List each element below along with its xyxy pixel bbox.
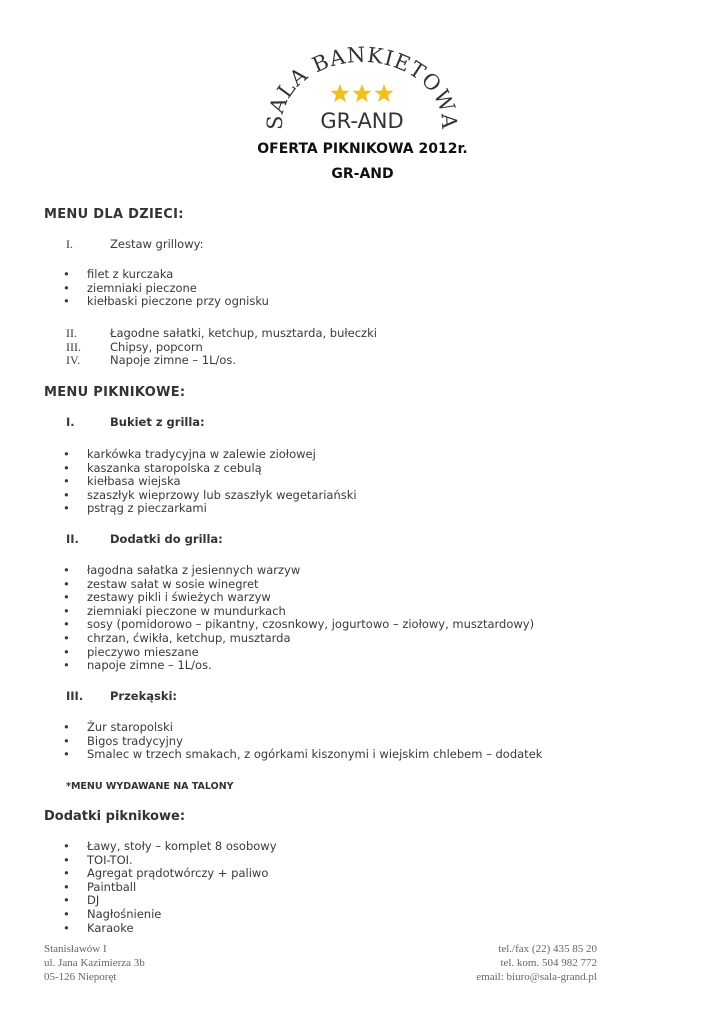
kids-menu-item — [0, 354, 725, 368]
bullet-icon: • — [63, 720, 70, 734]
kids-bullet-item-text: ziemniaki pieczone — [87, 280, 197, 295]
extras-bullet-item — [0, 881, 725, 895]
picnic-bullet-item-text: napoje zimne – 1L/os. — [87, 658, 212, 673]
picnic-bullet-item — [0, 721, 725, 735]
picnic-bullet-item-text: łagodna sałatka z jesiennych warzyw — [87, 563, 301, 577]
voucher-note: *MENU WYDAWANE NA TALONY — [66, 781, 234, 792]
bullet-icon: • — [63, 852, 70, 867]
picnic-bullet-item-text: zestawy pikli i świeżych warzyw — [87, 590, 271, 605]
logo-stars-icon — [331, 84, 394, 102]
footer-contact-line: tel. kom. 504 982 772 — [500, 957, 597, 969]
picnic-bullet-item-text: kaszanka staropolska z cebulą — [87, 460, 262, 475]
kids-bullet-item-text: filet z kurczaka — [87, 267, 174, 281]
bullet-icon: • — [63, 576, 70, 591]
picnic-section-title — [0, 533, 725, 547]
picnic-section-title-text: Dodatki do grilla: — [110, 532, 223, 546]
extras-bullet-item-text: Nagłośnienie — [87, 907, 162, 921]
picnic-section-title-text: Przekąski: — [110, 689, 178, 703]
extras-bullet-item-text: TOI-TOI. — [87, 852, 133, 867]
bullet-icon: • — [63, 747, 70, 762]
picnic-bullet-item — [0, 448, 725, 462]
bullet-icon: • — [63, 617, 70, 632]
footer-address — [44, 942, 145, 984]
picnic-bullet-item-text: zestaw sałat w sosie winegret — [87, 576, 259, 591]
footer-contact — [476, 942, 597, 984]
bullet-icon: • — [63, 839, 70, 853]
bullet-icon: • — [63, 879, 70, 894]
picnic-bullet-item — [0, 748, 725, 762]
picnic-bullet-item-text: Bigos tradycyjny — [87, 733, 183, 748]
bullet-icon: • — [63, 487, 70, 502]
sala-grand-logo — [262, 44, 462, 144]
kids-bullet-item — [0, 295, 725, 309]
bullet-icon: • — [63, 267, 70, 281]
bullet-icon: • — [63, 590, 70, 605]
kids-menu-item — [0, 327, 725, 341]
kids-bullet-item — [0, 268, 725, 282]
bullet-icon: • — [63, 631, 70, 645]
bullet-icon: • — [63, 733, 70, 748]
bullet-icon: • — [63, 866, 70, 881]
extras-bullet-item-text: Paintball — [87, 879, 137, 894]
kids-bullet-item-text: kiełbaski pieczone przy ognisku — [87, 294, 269, 309]
bullet-icon: • — [63, 907, 70, 921]
bullet-icon: • — [63, 658, 70, 673]
bullet-icon: • — [63, 501, 70, 516]
picnic-bullet-item-text: pstrąg z pieczarkami — [87, 501, 207, 516]
picnic-bullet-item-text: Żur staropolski — [87, 720, 173, 734]
bullet-icon: • — [63, 603, 70, 618]
picnic-bullet-item-text: ziemniaki pieczone w mundurkach — [87, 603, 286, 618]
extras-heading: Dodatki piknikowe: — [44, 809, 186, 824]
picnic-section-title-number: II. — [66, 532, 79, 546]
picnic-section-title-number: III. — [66, 689, 84, 703]
picnic-bullet-item — [0, 659, 725, 673]
kids-item — [0, 238, 725, 252]
extras-bullet-item-text: Karaoke — [87, 920, 134, 935]
bullet-icon: • — [63, 920, 70, 935]
picnic-bullet-item — [0, 502, 725, 516]
kids-menu-item-text: Chipsy, popcorn — [110, 339, 203, 354]
star-icon — [375, 84, 394, 102]
kids-menu-item-number: II. — [66, 326, 77, 340]
picnic-section-title — [0, 416, 725, 430]
picnic-menu-heading: MENU PIKNIKOWE: — [44, 385, 186, 400]
picnic-bullet-item-text: kiełbasa wiejska — [87, 474, 181, 489]
extras-bullet-item-text: DJ — [87, 893, 100, 908]
picnic-bullet-item-text: szaszłyk wieprzowy lub szaszłyk wegetariański — [87, 487, 357, 502]
bullet-icon: • — [63, 280, 70, 295]
bullet-icon: • — [63, 893, 70, 908]
extras-bullet-item-text: Ławy, stoły – komplet 8 osobowy — [87, 839, 277, 853]
picnic-bullet-item — [0, 564, 725, 578]
kids-menu-heading: MENU DLA DZIECI: — [44, 207, 184, 222]
footer-address-line: 05-126 Nieporęt — [44, 971, 117, 983]
document-title: OFERTA PIKNIKOWA 2012r. — [257, 141, 468, 157]
star-icon — [353, 84, 372, 102]
picnic-bullet-item-text: sosy (pomidorowo – pikantny, czosnkowy, jogurtowo – ziołowy, musztardowy) — [87, 617, 535, 632]
bullet-icon: • — [63, 460, 70, 475]
picnic-bullet-item-text: karkówka tradycyjna w zalewie ziołowej — [87, 447, 316, 461]
bullet-icon: • — [63, 447, 70, 461]
picnic-bullet-item — [0, 632, 725, 646]
footer-address-line: Stanisławów I — [44, 943, 107, 955]
kids-menu-item-number: III. — [66, 339, 81, 354]
bullet-icon: • — [63, 644, 70, 659]
logo-name: GR-AND — [320, 109, 404, 133]
bullet-icon: • — [63, 474, 70, 489]
kids-item-number: I. — [66, 237, 73, 251]
picnic-section-title — [0, 690, 725, 704]
footer-contact-line: email: biuro@sala-grand.pl — [476, 971, 597, 983]
kids-menu-item — [0, 341, 725, 355]
picnic-bullet-item-text: pieczywo mieszane — [87, 644, 199, 659]
bullet-icon: • — [63, 294, 70, 309]
footer-address-line: ul. Jana Kazimierza 3b — [44, 957, 145, 969]
extras-bullet-item — [0, 908, 725, 922]
picnic-bullet-item-text: chrzan, ćwikła, ketchup, musztarda — [87, 631, 291, 645]
picnic-bullet-item-text: Smalec w trzech smakach, z ogórkami kiszonymi i wiejskim chlebem – dodatek — [87, 747, 543, 762]
kids-menu-item-number: IV. — [66, 353, 81, 368]
picnic-section-title-text: Bukiet z grilla: — [110, 415, 205, 429]
picnic-section-title-number: I. — [66, 415, 75, 429]
bullet-icon: • — [63, 563, 70, 577]
star-icon — [331, 84, 350, 102]
document-subtitle: GR-AND — [331, 166, 394, 182]
extras-bullet-item-text: Agregat prądotwórczy + paliwo — [87, 866, 269, 881]
footer-contact-line: tel./fax (22) 435 85 20 — [498, 943, 597, 955]
kids-menu-item-text: Napoje zimne – 1L/os. — [110, 353, 237, 368]
extras-bullet-item — [0, 922, 725, 936]
kids-menu-item-text: Łagodne sałatki, ketchup, musztarda, bułeczki — [110, 326, 377, 340]
logo-arc-text: SALA BANKIETOWA — [262, 44, 462, 131]
extras-bullet-item — [0, 840, 725, 854]
kids-item-text: Zestaw grillowy: — [110, 237, 204, 251]
